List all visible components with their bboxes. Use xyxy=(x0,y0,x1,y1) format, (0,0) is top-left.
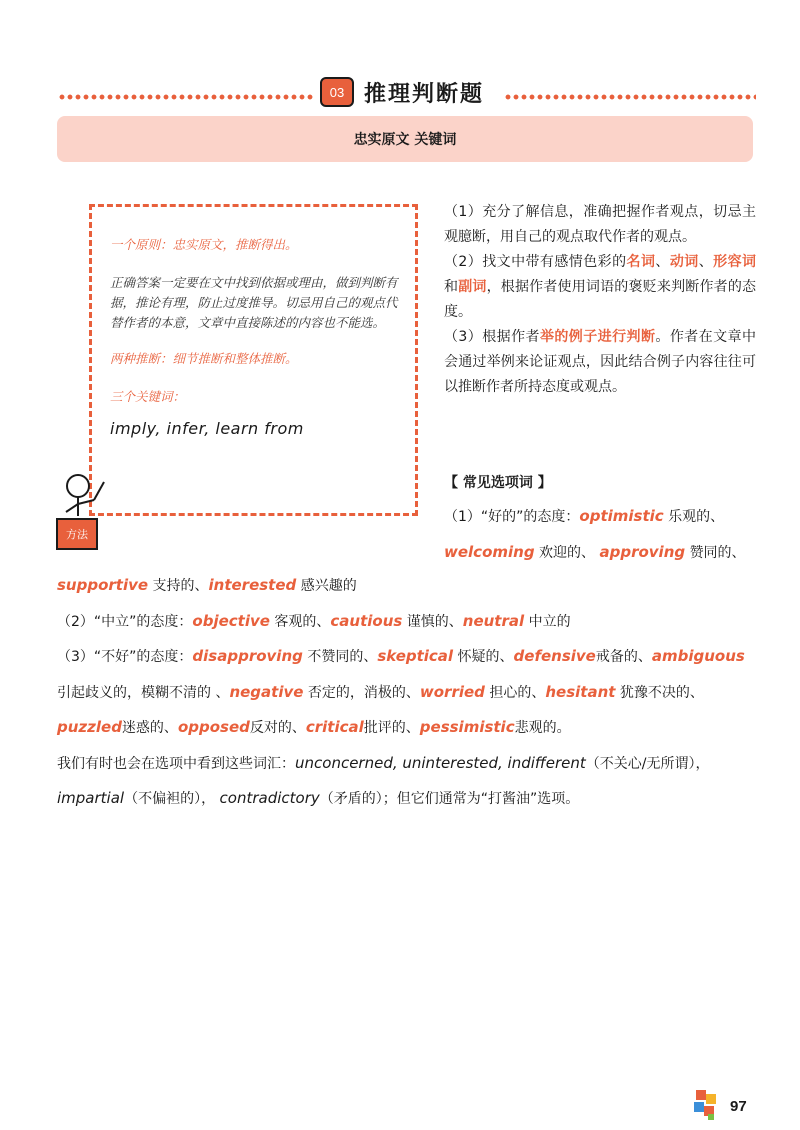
method-label: 方法 xyxy=(56,518,98,550)
good-attitude-cont: supportive 支持的、interested 感兴趣的 xyxy=(57,576,357,594)
dotted-rule-left xyxy=(58,94,314,100)
page-number: 97 xyxy=(730,1098,747,1115)
subject-banner: 忠实原文 关键词 xyxy=(57,116,753,162)
section-title: 推理判断题 xyxy=(364,80,485,107)
method-note-box xyxy=(89,204,418,516)
good-attitude-list: （1）“好的”的态度：optimistic 乐观的、 welcoming 欢迎的、 approving 赞同的、 xyxy=(444,507,746,561)
section-header xyxy=(320,72,484,112)
section-number-badge: 03 xyxy=(320,77,354,107)
bad-attitude-list: （3）“不好”的态度：disapproving 不赞同的、skeptical 怀疑的、defensive戒备的、ambiguous 引起歧义的，模糊不清的 、negative 否定的，消极的、worried 担心的、hesitant 犹豫不决的、 puzzled迷惑的、opposed反对的、critical批评的、pessimistic悲观的。 xyxy=(57,647,745,736)
note-keywords-label: 三个关键词： xyxy=(110,389,186,404)
point-3: （3）根据作者举的例子进行判断。作者在文章中会通过举例来论证观点，因此结合例子内容往往可以推断作者所持态度或观点。 xyxy=(444,329,756,395)
neutral-attitude-list: （2）“中立”的态度：objective 客观的、cautious 谨慎的、neutral 中立的 xyxy=(57,611,571,630)
dotted-rule-right xyxy=(504,94,756,100)
note-keywords: imply, infer, learn from xyxy=(110,419,304,438)
note-principle: 一个原则：忠实原文，推断得出。 xyxy=(110,237,298,252)
analysis-points xyxy=(444,200,756,400)
point-1: （1）充分了解信息，准确把握作者观点，切忌主观臆断，用自己的观点取代作者的观点。 xyxy=(444,204,756,245)
publisher-logo-icon xyxy=(690,1088,722,1122)
note-two-kinds: 两种推断：细节推断和整体推断。 xyxy=(110,351,298,366)
common-options-heading: 【 常见选项词 】 xyxy=(444,475,552,491)
note-body: 正确答案一定要在文中找到依据或理由，做到判断有据，推论有理，防止过度推导。切忌用自己的观点代替作者的本意，文章中直接陈述的内容也不能选。 xyxy=(110,275,398,330)
attitude-word-lists xyxy=(57,568,757,817)
other-words-note: 我们有时也会在选项中看到这些词汇：unconcerned, uninterested, indifferent（不关心/无所谓），impartial（不偏袒的）， contradictory（矛盾的）；但它们通常为“打酱油”选项。 xyxy=(57,753,710,807)
point-2: （2）找文中带有感情色彩的名词、动词、形容词和副词，根据作者使用词语的褒贬来判断作者的态度。 xyxy=(444,254,757,320)
